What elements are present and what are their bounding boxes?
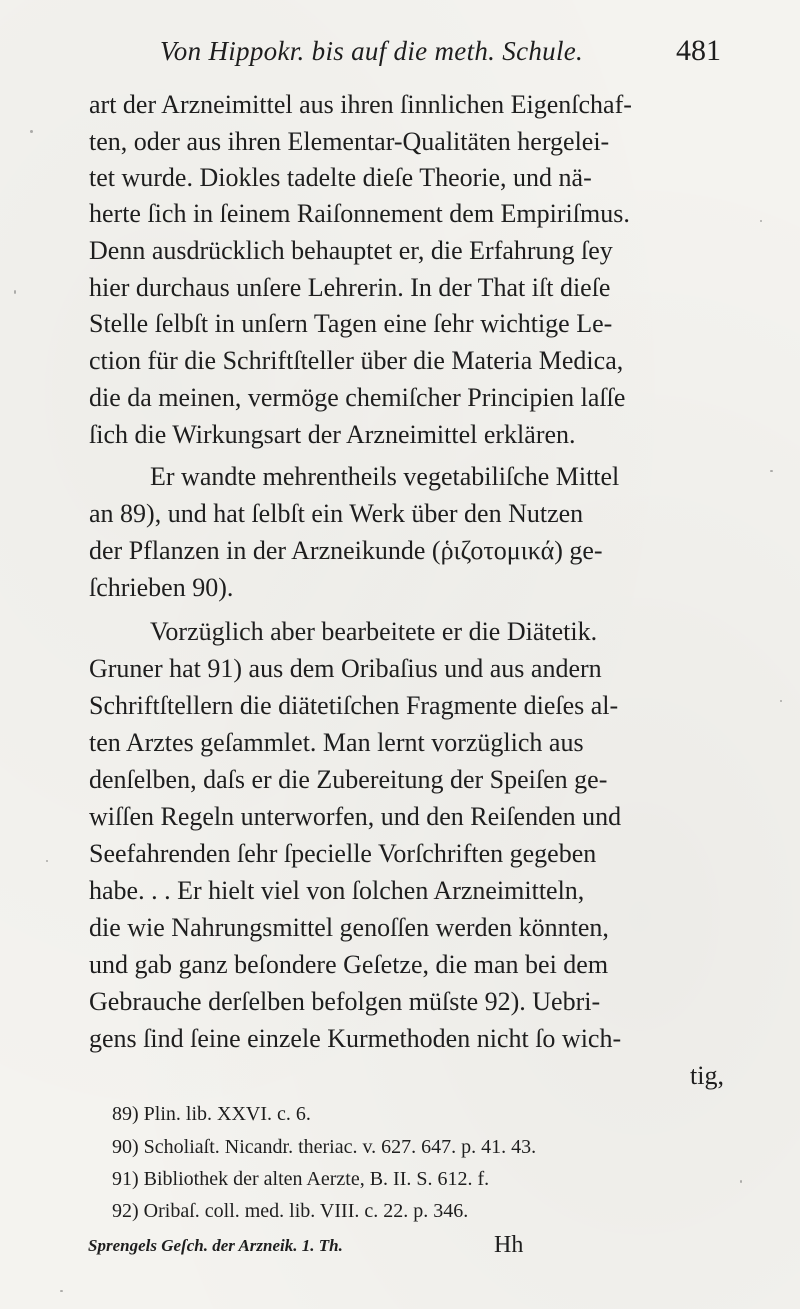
text-line: denſelben, daſs er die Zubereitung der Speiſen ge-: [89, 765, 608, 794]
text-line: ten, oder aus ihren Elementar-Qualitäten hergelei-: [89, 127, 610, 156]
text-line: Seefahrenden ſehr ſpecielle Vorſchriften gegeben: [89, 839, 597, 868]
text-line: Stelle ſelbſt in unſern Tagen eine ſehr wichtige Le-: [89, 309, 613, 338]
footnote: 90) Scholiaſt. Nicandr. theriac. v. 627. 647. p. 41. 43.: [112, 1136, 537, 1158]
text-line: art der Arzneimittel aus ihren ſinnlichen Eigenſchaf-: [89, 90, 632, 119]
text-line: ten Arztes geſammlet. Man lernt vorzüglich aus: [89, 728, 584, 757]
catchword: tig,: [690, 1061, 724, 1090]
text-line: Vorzüglich aber bearbeitete er die Diätetik.: [150, 617, 598, 646]
text-line: wiſſen Regeln unterworfen, und den Reiſenden und: [89, 802, 622, 831]
text-line: Gebrauche derſelben befolgen müſste 92). Uebri-: [89, 987, 601, 1016]
text-line: herte ſich in ſeinem Raiſonnement dem Empiriſmus.: [89, 199, 630, 228]
text-line: an 89), und hat ſelbſt ein Werk über den Nutzen: [89, 499, 584, 528]
text-line: ſchrieben 90).: [89, 573, 234, 602]
running-header: [0, 30, 800, 80]
running-title: Von Hippokr. bis auf die meth. Schule.: [160, 36, 584, 66]
text-line: der Pflanzen in der Arzneikunde (ῥιζοτομικά) ge-: [89, 536, 603, 565]
text-line: Er wandte mehrentheils vegetabiliſche Mittel: [150, 462, 620, 491]
text-line: die wie Nahrungsmittel genoſſen werden könnten,: [89, 913, 609, 942]
text-line: ction für die Schriftſteller über die Materia Medica,: [89, 346, 624, 375]
text-line: hier durchaus unſere Lehrerin. In der That iſt dieſe: [89, 273, 611, 302]
text-line: gens ſind ſeine einzele Kurmethoden nicht ſo wich-: [89, 1024, 622, 1053]
text-line: die da meinen, vermöge chemiſcher Principien laſſe: [89, 383, 626, 412]
text-line: und gab ganz beſondere Geſetze, die man bei dem: [89, 950, 609, 979]
text-line: tet wurde. Diokles tadelte dieſe Theorie, und nä-: [89, 163, 592, 192]
footnote: 91) Bibliothek der alten Aerzte, B. II. S. 612. f.: [112, 1168, 490, 1190]
text-line: ſich die Wirkungsart der Arzneimittel erklären.: [89, 420, 576, 449]
footnote: 92) Oribaſ. coll. med. lib. VIII. c. 22. p. 346.: [112, 1200, 469, 1222]
footnote: 89) Plin. lib. XXVI. c. 6.: [112, 1103, 311, 1125]
signature-mark: Hh: [494, 1232, 524, 1258]
signature-line: Sprengels Geſch. der Arzneik. 1. Th.: [88, 1236, 343, 1255]
page-number: 481: [676, 34, 721, 67]
text-line: Denn ausdrücklich behauptet er, die Erfahrung ſey: [89, 236, 613, 265]
text-line: Gruner hat 91) aus dem Oribaſius und aus andern: [89, 654, 602, 683]
text-line: Schriftſtellern die diätetiſchen Fragmente dieſes al-: [89, 691, 619, 720]
text-line: habe. . . Er hielt viel von ſolchen Arzneimitteln,: [89, 876, 585, 905]
